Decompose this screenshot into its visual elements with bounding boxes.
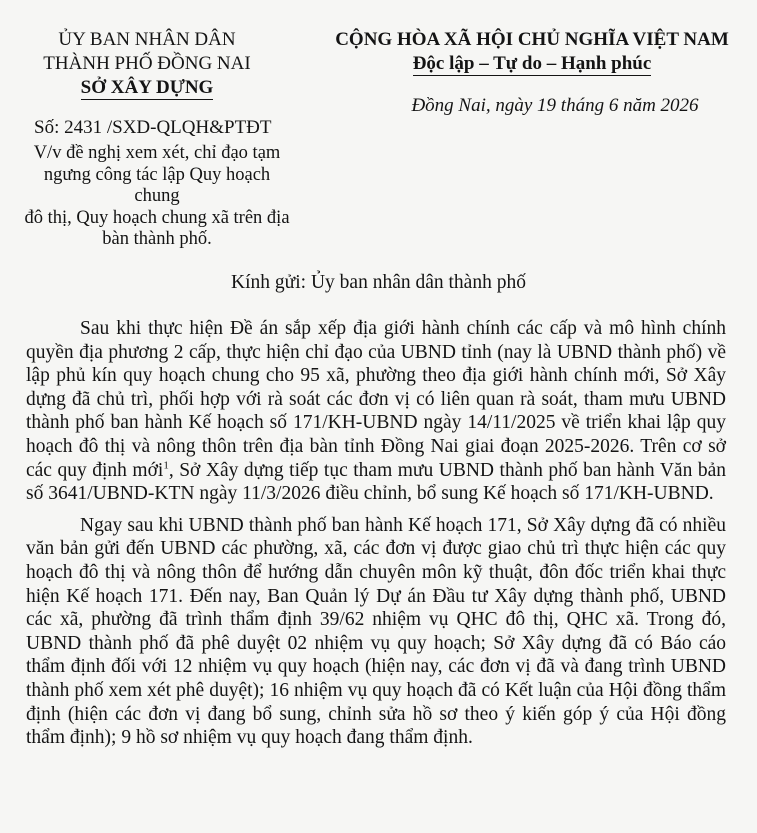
paragraph-1-text-b: , Sở Xây dựng tiếp tục tham mưu UBND thành phố ban hành Văn bản số 3641/UBND-KTN ngày 11/3/2026 điều chỉnh, bổ sung Kế hoạch số 171/KH-UBND. xyxy=(26,459,726,505)
footnote-reference[interactable]: 1 xyxy=(163,459,169,472)
issuing-authority-block xyxy=(22,28,272,100)
body-paragraph-2: Ngay sau khi UBND thành phố ban hành Kế hoạch 171, Sở Xây dựng đã có nhiều văn bản gửi đến UBND các phường, xã, các đơn vị được giao chủ trì thực hiện các quy hoạch đô thị và nông thôn để hướng dẫn chuyên môn kỹ thuật, đôn đốc triển khai thực hiện Kế hoạch 171. Đến nay, Ban Quản lý Dự án Đầu tư Xây dựng thành phố, UBND các xã, phường đã trình thẩm định 39/62 nhiệm vụ QHC đô thị, QHC xã. Trong đó, UBND thành phố đã phê duyệt 02 nhiệm vụ quy hoạch; Sở Xây dựng đã có Báo cáo thẩm định đối với 12 nhiệm vụ quy hoạch (hiện nay, các đơn vị đã và đang trình UBND thành phố xem xét phê duyệt); 16 nhiệm vụ quy hoạch đã có Kết luận của Hội đồng thẩm định (hiện các đơn vị đang bổ sung, chỉnh sửa hồ sơ theo ý kiến góp ý của Hội đồng thẩm định); 9 hồ sơ nhiệm vụ quy hoạch đang thẩm định. xyxy=(26,514,726,749)
subject-line-3: đô thị, Quy hoạch chung xã trên địa xyxy=(24,207,290,228)
body-paragraph-1 xyxy=(26,317,726,506)
subject-line-1: V/v đề nghị xem xét, chỉ đạo tạm xyxy=(33,143,281,163)
paragraph-1-text-a: Sau khi thực hiện Đề án sắp xếp địa giới hành chính các cấp và mô hình chính quyền địa phương 2 cấp, thực hiện chỉ đạo của UBND tỉnh (nay là UBND thành phố) về lập phủ kín quy hoạch chung cho 95 xã, phường theo địa giới hành chính mới, Sở Xây dựng đã chủ trì, phối hợp với rà soát các đơn vị có liên quan rà soát, tham mưu UBND thành phố ban hành Kế hoạch số 171/KH-UBND ngày 14/11/2025 về triển khai lập quy hoạch đô thị và nông thôn trên địa bàn tỉnh Đồng Nai giai đoạn 2025-2026. Trên cơ sở các quy định mới xyxy=(26,318,726,481)
letter-body xyxy=(26,317,726,750)
authority-line-1: ỦY BAN NHÂN DÂN xyxy=(58,29,236,50)
national-motto: Độc lập – Tự do – Hạnh phúc xyxy=(412,53,652,74)
department-name: SỞ XÂY DỰNG xyxy=(80,77,214,98)
document-number: Số: 2431 /SXD-QLQH&PTĐT xyxy=(34,117,272,138)
subject-line-2: ngưng công tác lập Quy hoạch chung xyxy=(43,164,271,206)
national-title: CỘNG HÒA XÃ HỘI CHỦ NGHĨA VIỆT NAM xyxy=(335,29,729,50)
subject-line-4: bàn thành phố. xyxy=(102,229,212,249)
place-and-date: Đồng Nai, ngày 19 tháng 6 năm 2026 xyxy=(411,95,699,116)
recipient-line: Kính gửi: Ủy ban nhân dân thành phố xyxy=(231,272,526,293)
document-subject xyxy=(22,143,292,251)
authority-line-2: THÀNH PHỐ ĐỒNG NAI xyxy=(43,53,251,74)
national-title-block xyxy=(322,28,742,76)
